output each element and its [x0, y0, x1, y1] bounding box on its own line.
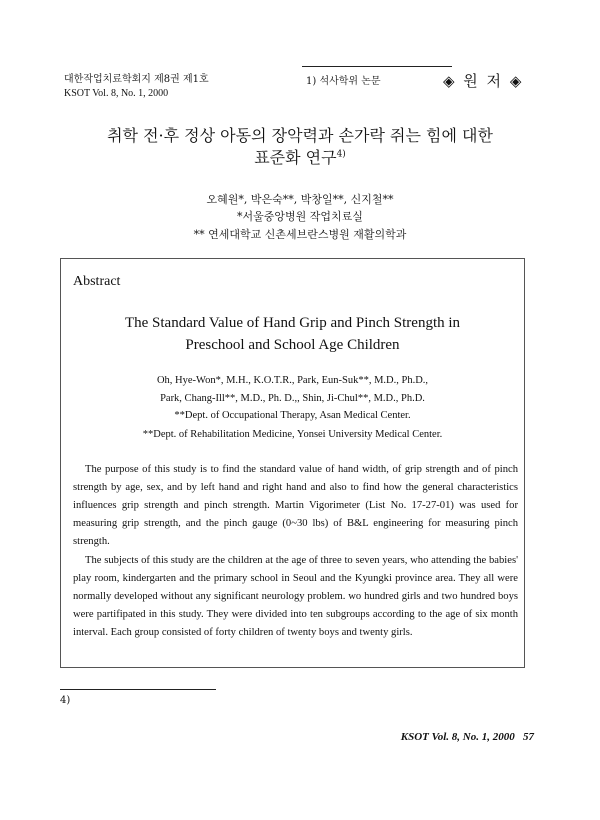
- abstract-paragraph-1: The purpose of this study is to find the standard value of hand width, of grip strength and of pinch strength by age, sex, and by left hand and right hand and also to find how the general characteristics influences grip strength and pinch strength. Martin Vigorimeter (List No. 17-27-01) was used for measuring grip strength, and the pinch gauge (0~30 lbs) of B&L engineering for measuring pinch strength.: [73, 464, 518, 548]
- footnote-marker: 4): [336, 149, 346, 160]
- korean-affiliation-1: *서울중앙병원 작업치료실: [237, 210, 363, 223]
- top-footnote-divider: [302, 66, 452, 67]
- abstract-paragraph-2: The subjects of this study are the children at the age of three to seven years, who attending the babies' play room, kindergarten and the primary school in Seoul and the Kyungki province area. They all were normally developed without any significant neurology problem. wo hundred girls and two hundred boys were partifipated in this study. They were divided into ten subgroups according to the age of six month interval. Each group consisted of forty children of twenty boys and twenty girls.: [73, 555, 518, 639]
- journal-name-korean: 대한작업치료학회지 제8권 제1호: [64, 74, 209, 85]
- korean-authors: 오혜원*, 박은숙**, 박창일**, 신지철**: [206, 193, 394, 206]
- korean-affiliation-2: ** 연세대학교 신촌세브란스병원 재활의학과: [193, 228, 407, 241]
- english-title-line1: The Standard Value of Hand Grip and Pinch Strength in: [124, 315, 461, 331]
- abstract-heading: Abstract: [73, 274, 121, 289]
- korean-title-line2: [40, 150, 560, 166]
- english-authors-line2: Park, Chang-Ill**, M.D., Ph. D.,, Shin, Ji-Chul**, M.D., Ph.D.: [160, 393, 425, 404]
- article-category: ◈ 원 저 ◈: [443, 72, 524, 90]
- top-footnote: 1) 석사학위 논문: [306, 76, 381, 87]
- page-footer: KSOT Vol. 8, No. 1, 2000 57: [400, 731, 534, 743]
- bottom-footnote-divider: [60, 689, 216, 690]
- bottom-footnote: 4): [60, 695, 71, 706]
- english-title-line2: Preschool and School Age Children: [185, 337, 400, 353]
- korean-title-line2-text: 표준화 연구: [254, 148, 337, 167]
- english-affiliation-2: **Dept. of Rehabilitation Medicine, Yonsei University Medical Center.: [142, 429, 443, 440]
- english-affiliation-1: **Dept. of Occupational Therapy, Asan Medical Center.: [174, 410, 411, 421]
- english-authors-line1: Oh, Hye-Won*, M.H., K.O.T.R., Park, Eun-Suk**, M.D., Ph.D.,: [156, 375, 429, 386]
- korean-title-line1: 취학 전·후 정상 아동의 장악력과 손가락 쥐는 힘에 대한: [107, 126, 493, 145]
- journal-name-english: KSOT Vol. 8, No. 1, 2000: [64, 88, 169, 99]
